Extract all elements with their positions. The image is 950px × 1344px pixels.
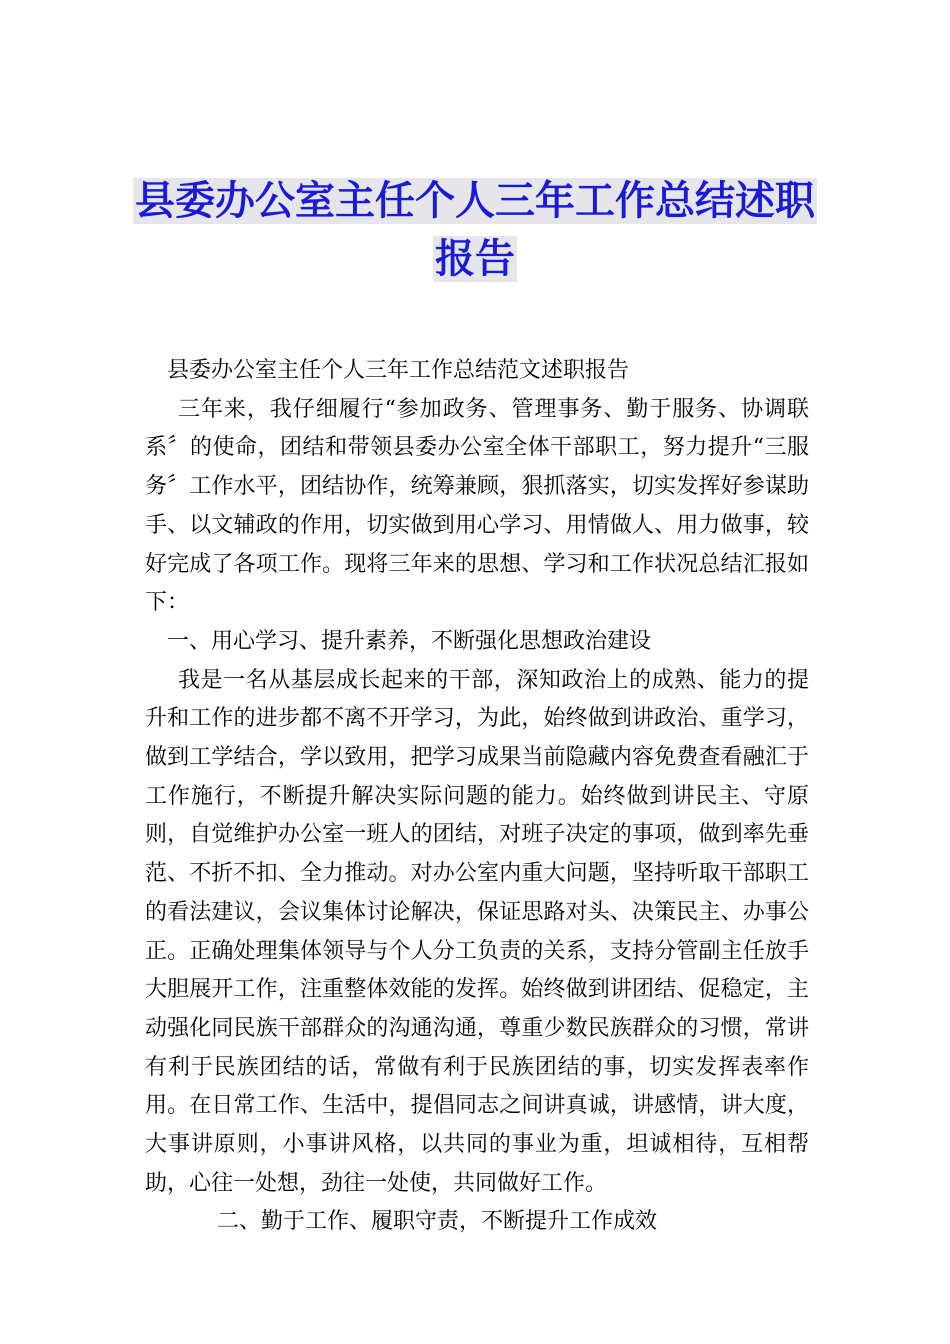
title-line-2: 报告 bbox=[435, 236, 515, 282]
section-1-paragraph: 我是一名从基层成长起来的干部，深知政治上的成熟、能力的提升和工作的进步都不离不开学习，为此，始终做到讲政治、重学习，做到工学结合，学以致用，把学习成果当前隐藏内容免费查看融汇于工作施行，不断提升解决实际问题的能力。始终做到讲民主、守原则，自觉维护办公室一班人的团结，对班子决定的事项，做到率先垂范、不折不扣、全力推动。对办公室内重大问题，坚持听取干部职工的看法建议，会议集体讨论解决，保证思路对头、决策民主、办事公正。正确处理集体领导与个人分工负责的关系，支持分管副主任放手大胆展开工作，注重整体效能的发挥。始终做到讲团结、促稳定，主动强化同民族干部群众的沟通沟通，尊重少数民族群众的习惯，常讲有利于民族团结的话，常做有利于民族团结的事，切实发挥表率作用。在日常工作、生活中，提倡同志之间讲真诚，讲感情，讲大度，大事讲原则，小事讲风格，以共同的事业为重，坦诚相待，互相帮助，心往一处想，劲往一处使，共同做好工作。 bbox=[145, 667, 809, 1196]
document-title bbox=[0, 172, 950, 288]
section-heading-2: 二、勤于工作、履职守责，不断提升工作成效 bbox=[217, 1209, 658, 1235]
document-body bbox=[145, 352, 809, 1242]
title-line-1: 县委办公室主任个人三年工作总结述职 bbox=[135, 178, 815, 224]
section-heading-1: 一、用心学习、提升素养，不断强化思想政治建设 bbox=[167, 628, 652, 654]
intro-paragraph: 三年来，我仔细履行“参加政务、管理事务、勤于服务、协调联系〞的使命，团结和带领县委办公室全体干部职工，努力提升“三服务〞工作水平，团结协作，统筹兼顾，狠抓落实，切实发挥好参谋助手、以文辅政的作用，切实做到用心学习、用情做人、用力做事，较好完成了各项工作。现将三年来的思想、学习和工作状况总结汇报如下： bbox=[145, 396, 809, 616]
subtitle-paragraph: 县委办公室主任个人三年工作总结范文述职报告 bbox=[167, 358, 630, 383]
